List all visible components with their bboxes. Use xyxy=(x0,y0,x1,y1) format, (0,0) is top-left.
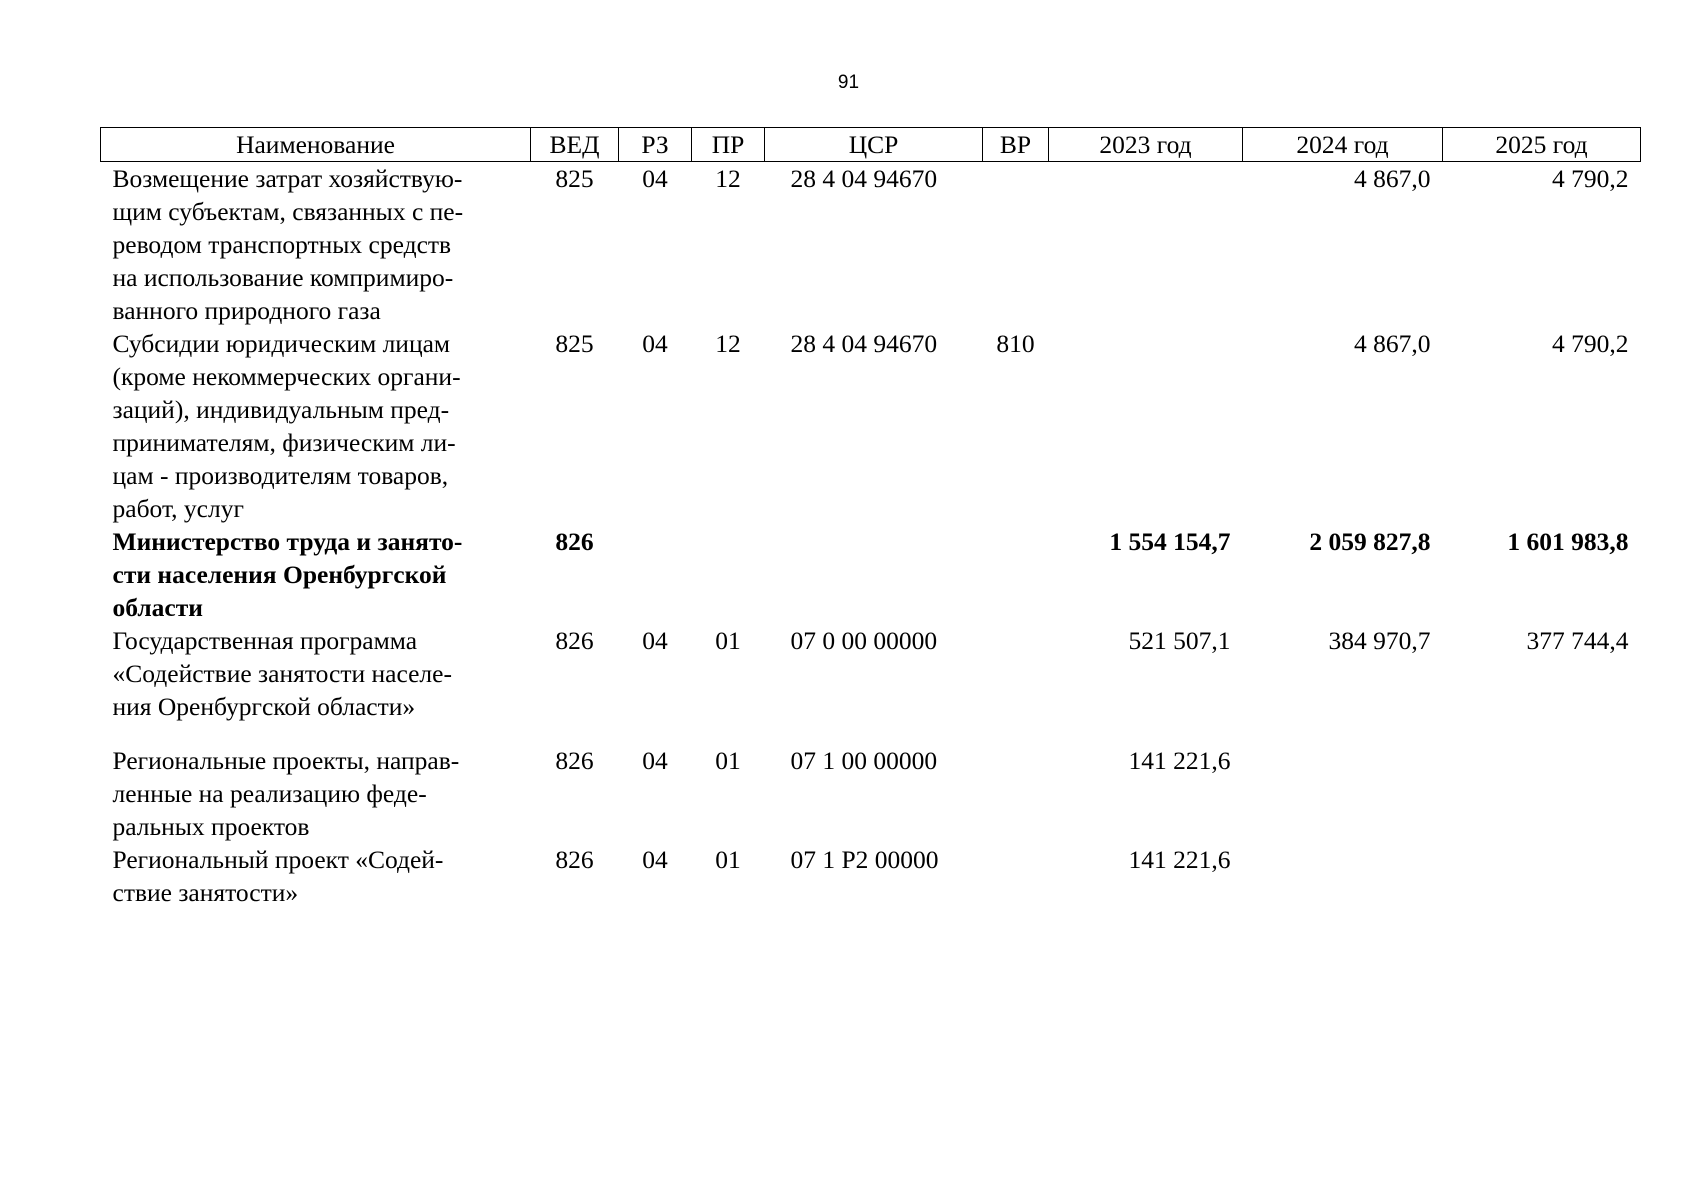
table-row xyxy=(101,744,1641,843)
row-2023: 1 554 154,7 xyxy=(1109,527,1231,556)
row-name: Региональный проект «Содей- ствие занятости» xyxy=(112,845,444,907)
header-rz: РЗ xyxy=(619,128,692,162)
table-row-ministry xyxy=(101,525,1641,624)
row-2025 xyxy=(1443,843,1641,909)
table-row xyxy=(101,162,1641,328)
row-name: Возмещение затрат хозяйствую- щим субъектам, связанных с пе- реводом транспортных средств на использование компримиро- ванного природного газа xyxy=(112,164,464,325)
row-csr: 07 0 00 00000 xyxy=(790,626,938,655)
row-2025: 1 601 983,8 xyxy=(1507,527,1629,556)
header-2023: 2023 год xyxy=(1049,128,1243,162)
header-csr: ЦСР xyxy=(765,128,983,162)
row-name: Региональные проекты, направ- ленные на реализацию феде- ральных проектов xyxy=(112,746,460,841)
row-csr: 07 1 00 00000 xyxy=(790,746,938,775)
row-vr xyxy=(983,624,1049,744)
header-vr: ВР xyxy=(983,128,1049,162)
row-2023: 521 507,1 xyxy=(1128,626,1231,655)
row-pr: 01 xyxy=(715,626,741,655)
table-row xyxy=(101,843,1641,909)
row-ved: 825 xyxy=(555,329,594,358)
row-csr: 07 1 P2 00000 xyxy=(790,845,939,874)
row-2023 xyxy=(1049,162,1243,328)
row-rz: 04 xyxy=(642,626,668,655)
row-csr xyxy=(765,525,983,624)
row-pr: 12 xyxy=(715,164,741,193)
header-ved: ВЕД xyxy=(531,128,619,162)
row-vr xyxy=(983,744,1049,843)
row-rz xyxy=(619,525,692,624)
row-2025: 377 744,4 xyxy=(1526,626,1629,655)
budget-table xyxy=(100,127,1641,909)
row-ved: 826 xyxy=(555,527,594,556)
row-rz: 04 xyxy=(642,164,668,193)
row-rz: 04 xyxy=(642,845,668,874)
row-ved: 825 xyxy=(555,164,594,193)
row-2023: 141 221,6 xyxy=(1128,845,1231,874)
table-row xyxy=(101,624,1641,744)
table-row xyxy=(101,327,1641,525)
header-name: Наименование xyxy=(101,128,531,162)
row-2025: 4 790,2 xyxy=(1552,164,1629,193)
row-csr: 28 4 04 94670 xyxy=(790,164,938,193)
header-pr: ПР xyxy=(692,128,765,162)
row-2024: 4 867,0 xyxy=(1354,329,1431,358)
row-2024: 4 867,0 xyxy=(1354,164,1431,193)
row-pr: 12 xyxy=(715,329,741,358)
row-2025: 4 790,2 xyxy=(1552,329,1629,358)
row-name: Министерство труда и занято- сти населения Оренбургской области xyxy=(112,527,463,622)
header-2024: 2024 год xyxy=(1243,128,1443,162)
row-2024 xyxy=(1243,843,1443,909)
row-csr: 28 4 04 94670 xyxy=(790,329,938,358)
row-vr xyxy=(983,843,1049,909)
page-number: 91 xyxy=(837,72,860,93)
row-2024: 384 970,7 xyxy=(1328,626,1431,655)
row-pr: 01 xyxy=(715,845,741,874)
row-2024 xyxy=(1243,744,1443,843)
row-vr xyxy=(983,162,1049,328)
row-ved: 826 xyxy=(555,845,594,874)
row-ved: 826 xyxy=(555,746,594,775)
row-rz: 04 xyxy=(642,746,668,775)
row-2024: 2 059 827,8 xyxy=(1309,527,1431,556)
row-vr xyxy=(983,525,1049,624)
row-name: Государственная программа «Содействие занятости населе- ния Оренбургской области» xyxy=(112,626,452,721)
row-2023: 141 221,6 xyxy=(1128,746,1231,775)
row-rz: 04 xyxy=(642,329,668,358)
row-name: Субсидии юридическим лицам (кроме некоммерческих органи- заций), индивидуальным пред- принимателям, физическим ли- цам - производителям товаров, работ, услуг xyxy=(112,329,461,523)
header-2025: 2025 год xyxy=(1443,128,1641,162)
row-ved: 826 xyxy=(555,626,594,655)
row-2023 xyxy=(1049,327,1243,525)
row-2025 xyxy=(1443,744,1641,843)
row-vr: 810 xyxy=(996,329,1035,358)
row-pr: 01 xyxy=(715,746,741,775)
table-header-row xyxy=(101,128,1641,162)
row-pr xyxy=(692,525,765,624)
